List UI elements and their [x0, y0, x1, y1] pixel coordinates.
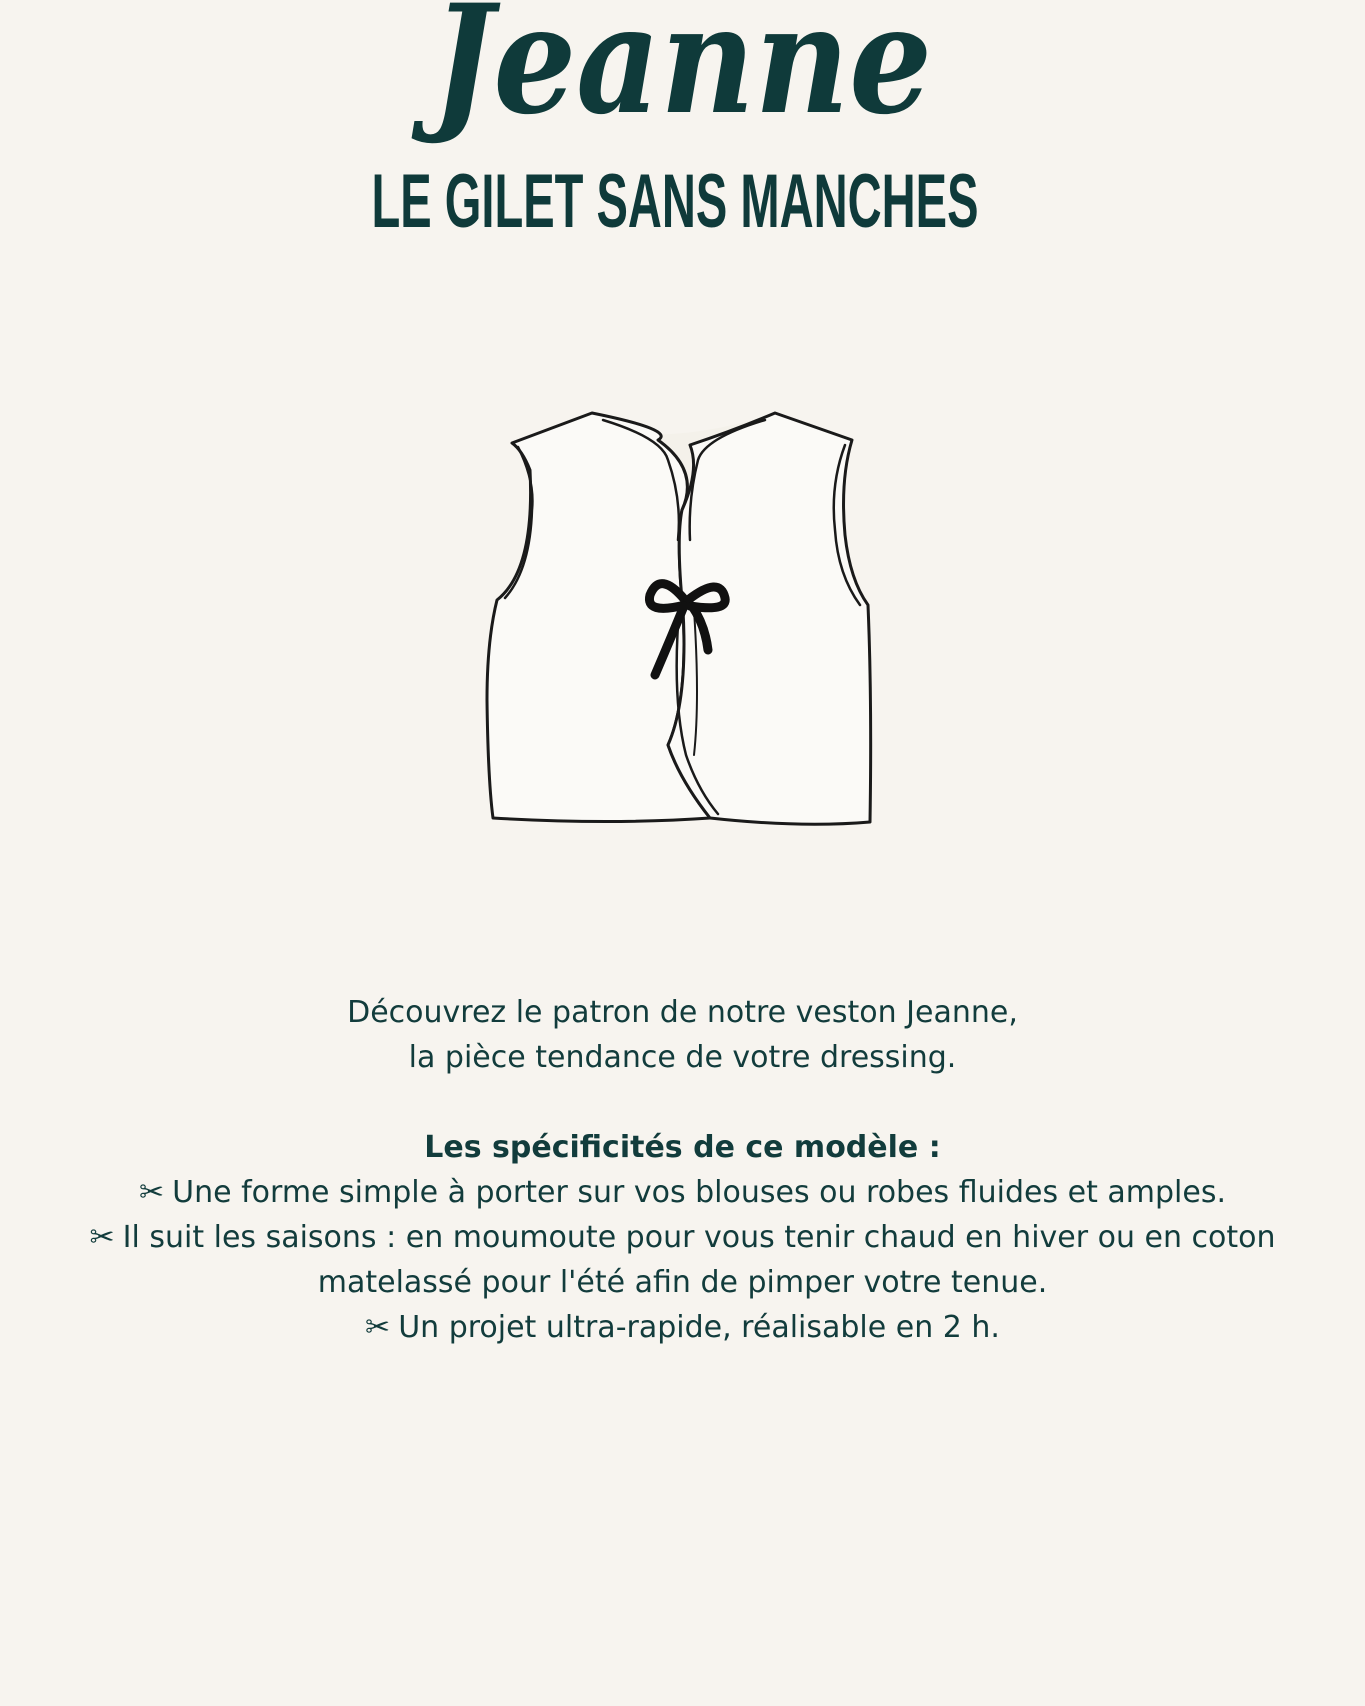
- specs-heading: Les spécificités de ce modèle :: [424, 1130, 941, 1165]
- spacer: [60, 1080, 1305, 1125]
- script-title-text: Jeanne: [411, 0, 933, 148]
- scissors-icon: ✂: [89, 1220, 115, 1255]
- bullet-text: Il suit les saisons : en moumoute pour vous tenir chaud en hiver ou en coton matelassé pour l'été afin de pimper votre tenue.: [122, 1220, 1276, 1300]
- bullet-text: Un projet ultra-rapide, réalisable en 2 h.: [398, 1310, 1000, 1345]
- list-item: [60, 1170, 1305, 1215]
- list-item: [60, 1305, 1305, 1350]
- list-item: [60, 1215, 1305, 1305]
- vest-illustration: [470, 395, 890, 855]
- scissors-icon: ✂: [365, 1310, 391, 1345]
- intro-line-1: Découvrez le patron de notre veston Jeanne,: [347, 995, 1018, 1030]
- script-title: [0, 0, 1365, 165]
- subtitle: [0, 155, 1365, 240]
- intro-line-2: la pièce tendance de votre dressing.: [408, 1040, 957, 1075]
- subtitle-text: LE GILET SANS MANCHES: [371, 159, 979, 240]
- description: [60, 990, 1305, 1350]
- scissors-icon: ✂: [138, 1175, 165, 1210]
- bullet-text: Une forme simple à porter sur vos blouses ou robes fluides et amples.: [172, 1175, 1226, 1210]
